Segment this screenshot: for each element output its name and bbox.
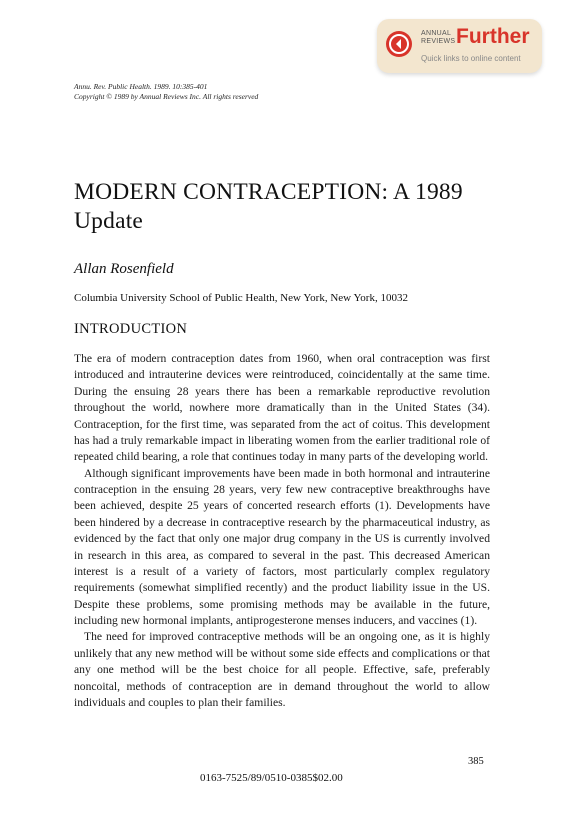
citation-line-2: Copyright © 1989 by Annual Reviews Inc. All rights reserved [74, 91, 259, 101]
body-paragraph: The need for improved contraceptive methods will be an ongoing one, as it is highly unlikely that any new method will be without some side effects and complications or that any one method will be the best choice for all people. Effective, safe, preferably noncoital, methods of contraception are in demand throughout the world to allow individuals and couples to plan their families. [74, 630, 490, 709]
banner-subtitle: Quick links to online content [421, 54, 521, 63]
author-name: Allan Rosenfield [74, 261, 174, 277]
body-paragraph: Although significant improvements have been made in both hormonal and intrauterine contraception in the ensuing 28 years, very few new contraceptive breakthroughs have been achieved, despite 25 years of concerted research efforts (1). Developments have been hindered by a decrease in contraceptive research by the pharmaceutical industry, as evidenced by the fact that only one major drug company in the US is currently involved in research in this area, as compared to several in the past. This decreased American interest is a result of a variety of factors, most particularly complex regulatory requirements (somewhat simplified recently) and the product liability issue in the US. Despite these problems, some promising methods may be available in the future, including new hormonal implants, antiprogesterone menses inducers, and vaccines (1). [74, 466, 490, 627]
annual-reviews-further-banner[interactable] [377, 19, 542, 73]
page-number: 385 [468, 756, 484, 767]
body-paragraph: The era of modern contraception dates from 1960, when oral contraception was first introduced and intrauterine devices were reintroduced, coincidentally at the same time. During the ensuing 28 years there has been a remarkable reproductive revolution throughout the world, nowhere more dramatically than in the United States (34). Contraception, for the first time, was separated from the act of coitus. This development has had a truly remarkable impact in liberating women from the earlier traditional role of repeated child bearing, a role that continues today in many parts of the developing world. [74, 352, 490, 464]
footer-code: 0163-7525/89/0510-0385$02.00 [200, 772, 343, 784]
journal-citation [74, 82, 258, 101]
section-heading: INTRODUCTION [74, 321, 188, 337]
article-body [74, 351, 490, 711]
play-arrow-icon [386, 31, 412, 57]
author-affiliation: Columbia University School of Public Health, New York, New York, 10032 [74, 292, 408, 304]
banner-further-label: Further [456, 25, 530, 48]
banner-brand-label: ANNUAL REVIEWS [421, 30, 456, 45]
citation-line-1: Annu. Rev. Public Health. 1989. 10:385-401 [74, 82, 208, 91]
article-title: MODERN CONTRACEPTION: A 1989 Update [74, 179, 463, 234]
